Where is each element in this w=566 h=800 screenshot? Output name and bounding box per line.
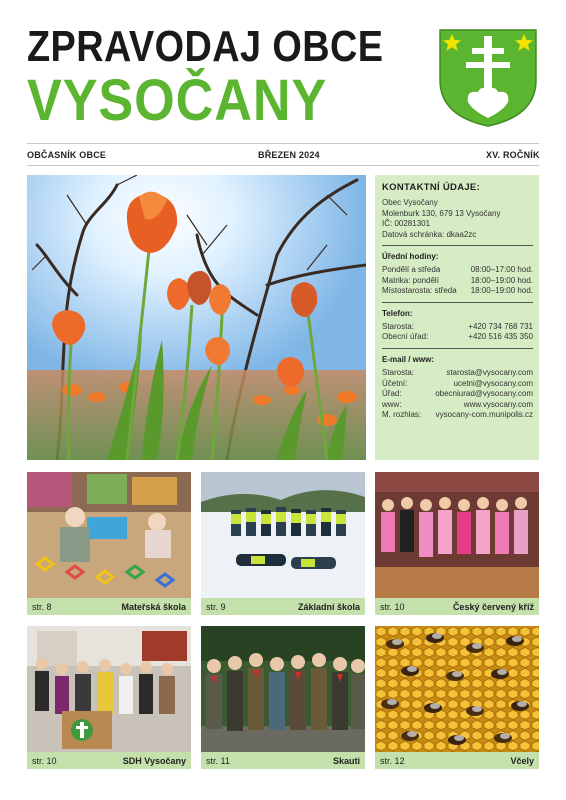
contact-address-line: Datová schránka: dkaa2zc [382,229,477,239]
article-tile-red-cross[interactable] [375,472,539,615]
page-ref: str. 10 [32,755,57,766]
article-caption [27,598,191,615]
phone-label: Starosta: [382,322,415,332]
contact-divider [382,302,533,303]
email-heading: E-mail / www: [382,354,435,364]
volume-number: XV. ROČNÍK [486,150,540,160]
coat-of-arms-icon [438,28,538,128]
email-address: obecniurad@vysocany.com [435,389,533,399]
article-caption [375,752,539,769]
contact-divider [382,245,533,246]
fire-brigade-photo [27,626,191,752]
office-hours-label: Místostarosta: středa [382,286,457,296]
email-row [382,368,533,378]
email-row [382,400,533,410]
article-name: Základní škola [297,601,360,612]
email-address: ucetni@vysocany.com [453,378,533,388]
office-hours-label: Pondělí a středa [382,265,441,275]
email-label: M. rozhlas: [382,409,422,419]
article-tile-kindergarten[interactable] [27,472,191,615]
page-ref: str. 10 [380,601,405,612]
article-name: Mateřská škola [121,601,186,612]
email-row [382,389,533,399]
kindergarten-photo [27,472,191,598]
article-caption [27,752,191,769]
office-hours-label: Matrika: pondělí [382,275,439,285]
office-hours-value: 18:00–19:00 hod. [470,286,533,296]
office-hours-value: 08:00–17:00 hod. [470,265,533,275]
header-rule-top [27,143,539,144]
page-ref: str. 9 [206,601,226,612]
phone-row [382,332,533,342]
page-ref: str. 12 [380,755,405,766]
office-hours-row [382,286,533,296]
elementary-school-photo [201,472,365,598]
office-hours-row [382,276,533,286]
email-label: Starosta: [382,368,415,378]
contact-info-panel [375,175,539,460]
contact-address-line: IČ: 00281301 [382,219,431,229]
red-cross-photo [375,472,539,598]
article-tile-bees[interactable] [375,626,539,769]
contact-divider [382,348,533,349]
phone-row [382,322,533,332]
email-label: Účetní: [382,378,408,388]
article-caption [201,752,365,769]
contact-heading: KONTAKTNÍ ÚDAJE: [382,182,481,193]
office-hours-row [382,265,533,275]
contact-address-line: Obec Vysočany [382,198,438,208]
email-label: Úřad: [382,389,402,399]
phone-label: Obecní úřad: [382,332,429,342]
article-tile-scouts[interactable] [201,626,365,769]
page-ref: str. 8 [32,601,52,612]
publication-type: OBČASNÍK OBCE [27,150,107,160]
article-name: Český červený kříž [452,601,534,612]
phone-number: +420 516 435 350 [468,332,533,342]
article-name: Skauti [332,755,360,766]
email-label: www: [382,399,402,409]
masthead-title: ZPRAVODAJ OBCE [27,22,384,71]
contact-address-line: Molenburk 130, 679 13 Vysočany [382,208,501,218]
office-hours-value: 18:00–19:00 hod. [470,275,533,285]
office-hours-heading: Úřední hodiny: [382,252,439,262]
article-caption [375,598,539,615]
email-row [382,379,533,389]
radio-address: vysocany-com.munipolis.cz [435,409,533,419]
phone-heading: Telefon: [382,308,413,318]
article-tile-elementary-school[interactable] [201,472,365,615]
article-caption [201,598,365,615]
bees-photo [375,626,539,752]
scouts-photo [201,626,365,752]
hero-photo-tulips [27,175,366,460]
masthead-town-name: VYSOČANY [27,68,328,133]
page-ref: str. 11 [206,755,230,766]
phone-number: +420 734 768 731 [468,322,533,332]
website-address: www.vysocany.com [463,399,533,409]
header-rule-bottom [27,165,539,166]
issue-date: BŘEZEN 2024 [258,150,320,160]
email-address: starosta@vysocany.com [446,368,533,378]
article-name: Včely [510,755,534,766]
email-row [382,410,533,420]
article-name: SDH Vysočany [122,755,186,766]
article-tile-fire-brigade[interactable] [27,626,191,769]
